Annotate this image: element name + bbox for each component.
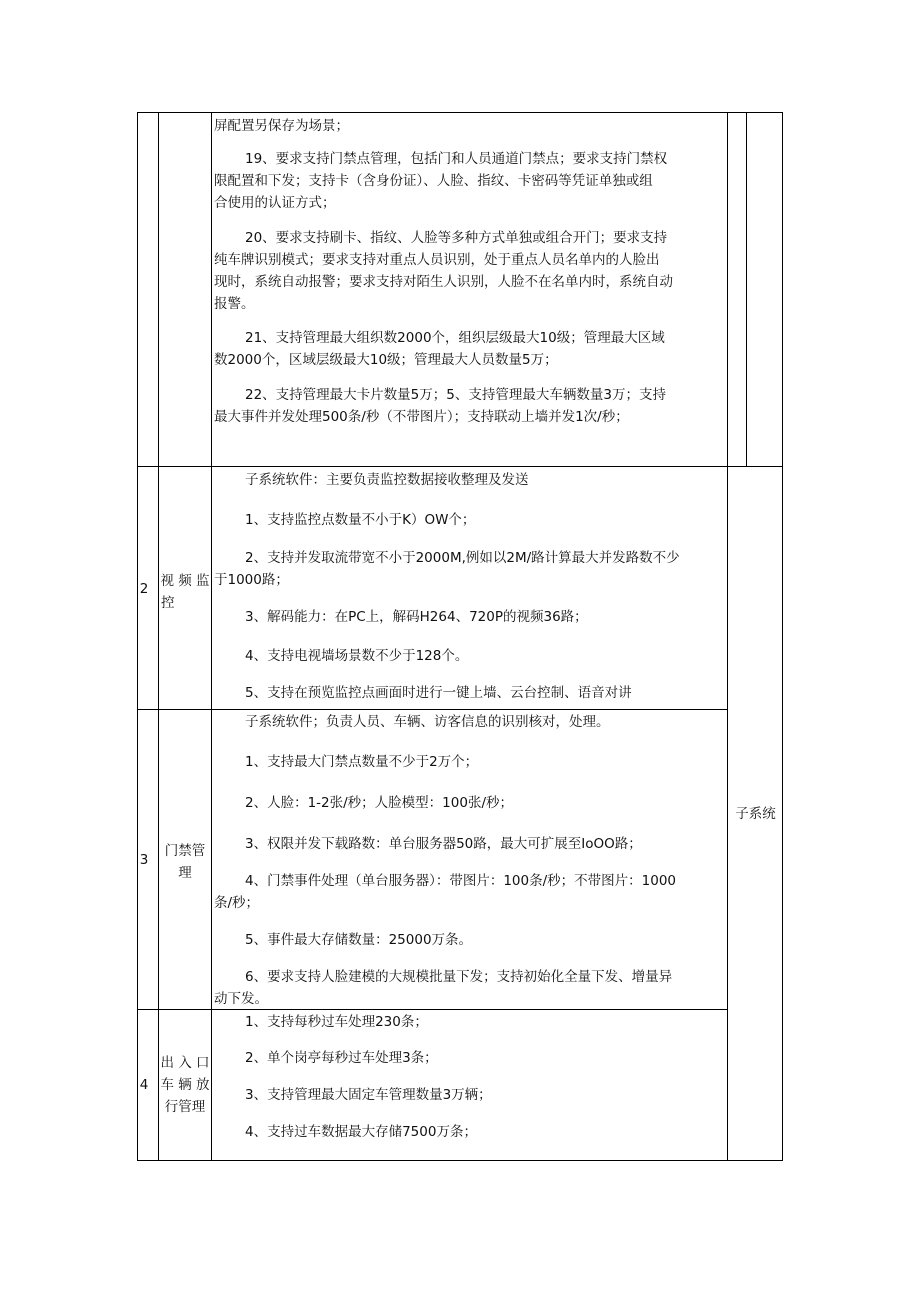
- row1-line: 纯车牌识别模式；要求支持对重点人员识别，处于重点人员名单内的人脸出: [214, 252, 660, 268]
- row2-line: 于1000路；: [214, 572, 289, 588]
- row2-line: 4、支持电视墙场景数不少于128个。: [245, 648, 469, 664]
- row3-line: 2、人脸：1-2张/秒；人脸模型：100张/秒；: [245, 795, 514, 811]
- col-num-divider: [158, 112, 159, 1161]
- row1-line: 合使用的认证方式；: [214, 195, 336, 211]
- row3-name-line: 门禁管: [164, 843, 206, 859]
- row2-line: 1、支持监控点数量不小于K）OW个；: [245, 512, 476, 528]
- row1-col-b-divider: [746, 112, 747, 466]
- row4-line: 2、单个岗亭每秒过车处理3条；: [245, 1050, 438, 1066]
- row3-line: 动下发。: [214, 991, 268, 1007]
- row1-line: 限配置和下发；支持卡（含身份证）、人脸、指纹、卡密码等凭证单独或组: [214, 173, 653, 189]
- row2-line: 子系统软件：主要负责监控数据接收整理及发送: [245, 472, 529, 488]
- row3-line: 子系统软件；负责人员、车辆、访客信息的识别核对，处理。: [245, 714, 610, 730]
- merged-subsystem-label: 子系统: [735, 806, 776, 822]
- row2-name-line: 控: [161, 595, 175, 611]
- table-left-border: [137, 112, 138, 1161]
- row2-line: 3、解码能力：在PC上，解码H264、720P的视频36路；: [245, 609, 588, 625]
- row2-line: 5、支持在预览监控点画面时进行一键上墙、云台控制、语音对讲: [245, 685, 632, 701]
- row1-line: 最大事件并发处理500条/秒（不带图片）；支持联动上墙并发1次/秒；: [214, 409, 629, 425]
- row3-name-line: 理: [178, 865, 192, 881]
- row4-name: [159, 1052, 211, 1118]
- row2-name: [159, 570, 211, 614]
- row1-line: 22、支持管理最大卡片数量5万；5、支持管理最大车辆数量3万；支持: [245, 387, 666, 403]
- row3-line: 6、要求支持人脸建模的大规模批量下发；支持初始化全量下发、增量异: [245, 969, 673, 985]
- row1-line: 19、要求支持门禁点管理，包括门和人员通道门禁点；要求支持门禁权: [245, 151, 668, 167]
- row4-line: 4、支持过车数据最大存储7500万条；: [245, 1124, 477, 1140]
- col-name-divider: [211, 112, 212, 1161]
- row4-line: 1、支持每秒过车处理230条；: [245, 1014, 428, 1030]
- row3-line: 5、事件最大存储数量：25000万条。: [245, 932, 473, 948]
- row4-name-line: 车 辆 放: [160, 1077, 210, 1093]
- row1-line: 数2000个，区域层级最大10级；管理最大人员数量5万；: [214, 352, 558, 368]
- row1-line: 21、支持管理最大组织数2000个，组织层级最大10级；管理最大区域: [245, 330, 665, 346]
- row3-line: 条/秒；: [214, 895, 260, 911]
- row1-line: 20、要求支持刷卡、指纹、人脸等多种方式单独或组合开门；要求支持: [245, 230, 668, 246]
- row4-name-line: 出 入 口: [160, 1055, 210, 1071]
- row1-bottom-border: [137, 466, 783, 467]
- table-top-border: [137, 112, 783, 113]
- row1-line: 现时，系统自动报警；要求支持对陌生人识别，人脸不在名单内时，系统自动: [214, 274, 673, 290]
- table-bottom-border: [137, 1160, 783, 1161]
- row4-name-line: 行管理: [164, 1099, 206, 1115]
- row2-name-line: 视 频 监: [160, 573, 210, 589]
- row3-line: 3、权限并发下载路数：单台服务器50路，最大可扩展至IoOO路；: [245, 836, 642, 852]
- row4-number: 4: [139, 1077, 149, 1093]
- row1-line: 屏配置另保存为场景；: [214, 118, 349, 134]
- row3-line: 4、门禁事件处理（单台服务器）：带图片：100条/秒；不带图片：1000: [245, 873, 677, 889]
- row3-number: 3: [139, 852, 149, 868]
- row3-name: [159, 840, 211, 884]
- row2-bottom-border: [137, 709, 727, 710]
- table-right-border: [782, 112, 783, 1161]
- row3-line: 1、支持最大门禁点数量不少于2万个；: [245, 754, 479, 770]
- row2-number: 2: [139, 581, 149, 597]
- row1-line: 报警。: [214, 296, 255, 312]
- row4-line: 3、支持管理最大固定车管理数量3万辆；: [245, 1087, 492, 1103]
- row2-line: 2、支持并发取流带宽不小于2000M,例如以2M/路计算最大并发路数不少: [245, 550, 680, 566]
- row1-col-a-divider: [727, 112, 728, 466]
